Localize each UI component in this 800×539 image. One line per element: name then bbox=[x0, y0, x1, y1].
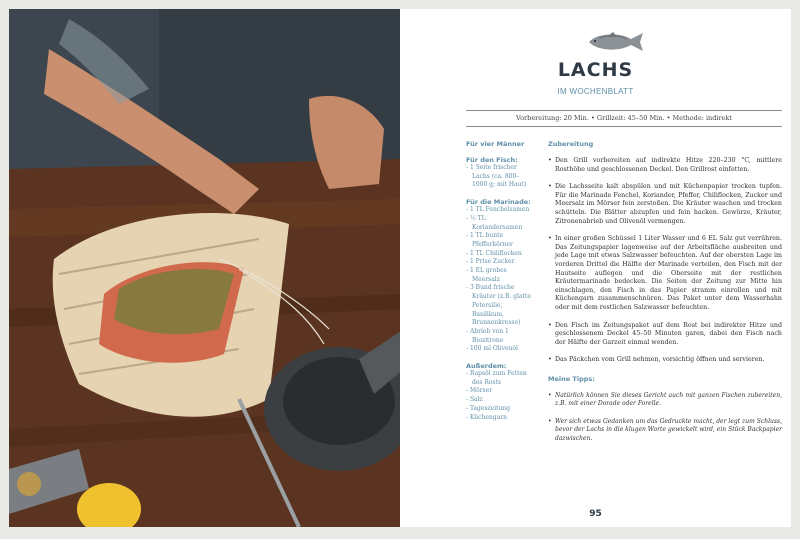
recipe-meta-bar: Vorbereitung: 20 Min. • Grillzeit: 45–50 Min. • Methode: indirekt bbox=[466, 110, 782, 127]
ingredient-item: - 1 TL Chiliflocken bbox=[466, 250, 532, 259]
tips-heading: Meine Tipps: bbox=[548, 374, 595, 383]
marinade-heading: Für die Marinade: bbox=[466, 198, 531, 207]
recipe-page bbox=[400, 9, 791, 527]
extras-heading: Außerdem: bbox=[466, 362, 507, 371]
recipe-title: LACHS bbox=[557, 59, 634, 81]
preparation-step: • Die Lachsseite kalt abspülen und mit Küchenpapier trocken tupfen. Für die Marinade Fenchel, Koriander, Pfeffer, Chiliflocken, Zucker und Meersalz im Mörser fein zerstoßen. Die Kräuter waschen und trocken schütteln. Die Blätter abzupfen und fein hacken. Gewürze, Kräuter, Zitronenabrieb und Olivenöl vermengen. bbox=[548, 183, 782, 226]
fish-icon bbox=[585, 31, 645, 53]
recipe-photo bbox=[9, 9, 400, 527]
preparation-step: • Den Fisch im Zeitungspaket auf dem Rost bei indirekter Hitze und geschlossenem Deckel 45–50 Minuten garen, dabei den Fisch nach der Hälfte der Garzeit einmal wenden. bbox=[548, 322, 782, 348]
servings-heading: Für vier Männer bbox=[466, 140, 525, 148]
ingredient-item: - 1 EL grobes Meersalz bbox=[466, 267, 532, 284]
ingredient-item: - ½ TL Koriandersamen bbox=[466, 215, 532, 232]
extra-item: - Salz bbox=[466, 396, 532, 405]
extra-item: - Küchengarn bbox=[466, 414, 532, 423]
preparation-heading: Zubereitung bbox=[548, 140, 594, 148]
preparation-step: • Den Grill vorbereiten auf indirekte Hitze 220–230 °C, mittlere Rosthöhe und geschlossenen Deckel. Den Grillrost einfetten. bbox=[548, 157, 782, 174]
tip-item: • Wer sich etwas Gedanken um das Gedruckte macht, der legt zum Schluss, bevor der Lachs in die klugen Worte gewickelt wird, ein Stück Backpapier dazwischen. bbox=[548, 418, 782, 443]
extra-item: - Tageszeitung bbox=[466, 405, 532, 414]
preparation-step: • Das Päckchen vom Grill nehmen, vorsichtig öffnen und servieren. bbox=[548, 356, 782, 365]
preparation-column bbox=[548, 140, 782, 443]
preparation-step: • In einer großen Schüssel 1 Liter Wasser und 6 EL Salz gut verrühren. Das Zeitungspapier lagenweise auf der Arbeitsfläche ausbreiten und jede Lage mit etwas Salzwasser befeuchten. Auf der obersten Lage im vorderen Drittel die Hälfte der Marinade verteilen, den Fisch mit der Hautseite auflegen und die Oberseite mit der restlichen Kräutermarinade bedecken. Die Seiten der Zeitung zur Mitte hin einschlagen, den Fisch in das Papier stramm einrollen und mit Küchengarn zusammenschnüren. Das Paket unter dem Wasserhahn oder mit dem restlichen Salzwasser befeuchten. bbox=[548, 235, 782, 312]
tip-item: • Natürlich können Sie dieses Gericht auch mit ganzen Fischen zubereiten, z.B. mit einer Dorade oder Forelle. bbox=[548, 392, 782, 409]
fish-heading: Für den Fisch: bbox=[466, 156, 518, 164]
ingredient-item: - 1 TL bunte Pfefferkörner bbox=[466, 232, 532, 249]
page-number: 95 bbox=[589, 509, 602, 519]
ingredients-column bbox=[466, 140, 532, 422]
ingredient-item: - 1 Prise Zucker bbox=[466, 258, 532, 267]
extra-item: - Mörser bbox=[466, 387, 532, 396]
ingredient-item: - Abrieb von 1 Biozitrone bbox=[466, 328, 532, 345]
book-spread bbox=[9, 9, 791, 527]
ingredient-item: - 100 ml Olivenöl bbox=[466, 345, 532, 354]
extra-item: - Rapsöl zum Fetten des Rosts bbox=[466, 370, 532, 387]
recipe-subtitle: IM WOCHENBLATT bbox=[557, 87, 634, 96]
ingredient-item: - 3 Bund frische Kräuter (z.B. glatte Petersilie, Basilikum, Brunnenkresse) bbox=[466, 284, 532, 328]
ingredient-item: - 1 TL Fenchelsamen bbox=[466, 206, 532, 215]
ingredient-item: - 1 Seite frischer Lachs (ca. 800–1000 g; mit Haut) bbox=[466, 164, 532, 190]
